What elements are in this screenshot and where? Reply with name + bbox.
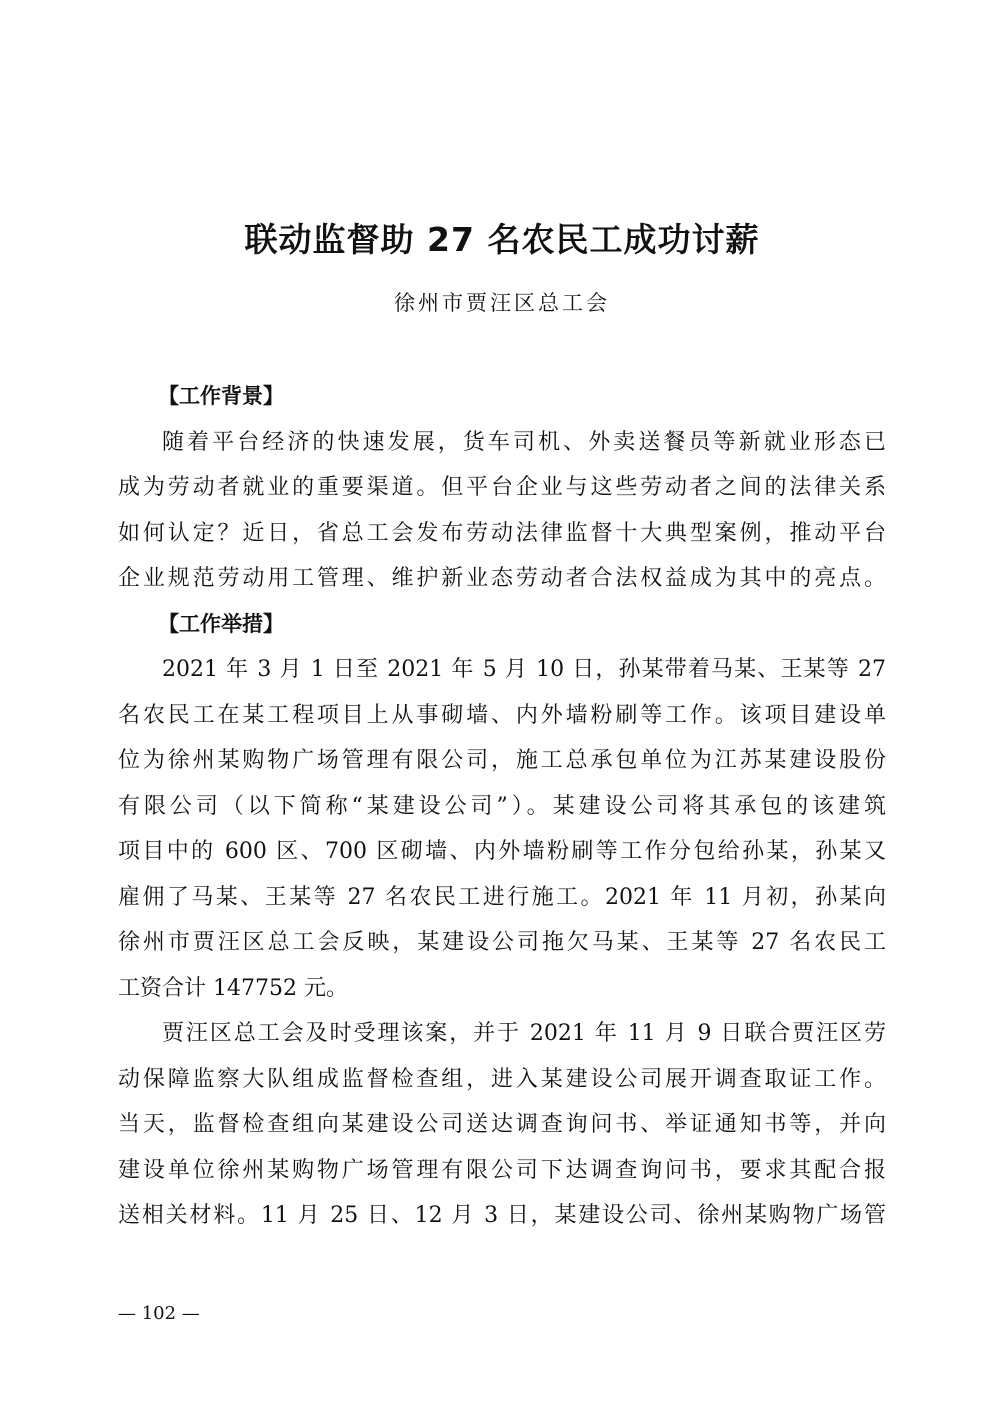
- text-line: 如何认定？近日，省总工会发布劳动法律监督十大典型案例，推动平台: [118, 520, 886, 546]
- text-line: 随着平台经济的快速发展，货车司机、外卖送餐员等新就业形态已: [162, 429, 886, 455]
- text-line: 雇佣了马某、王某等 27 名农民工进行施工。2021 年 11 月初，孙某向: [118, 884, 886, 910]
- text-line: 动保障监察大队组成监督检查组，进入某建设公司展开调查取证工作。: [118, 1066, 886, 1092]
- section-heading-measures: 【工作举措】: [158, 611, 284, 636]
- paragraph-measures-2: [118, 1011, 886, 1239]
- section-heading-background: 【工作背景】: [158, 384, 284, 408]
- text-line: 工资合计 147752 元。: [118, 975, 348, 1001]
- text-line: 名农民工在某工程项目上从事砌墙、内外墙粉刷等工作。该项目建设单: [118, 702, 886, 728]
- text-line: 贾汪区总工会及时受理该案，并于 2021 年 11 月 9 日联合贾汪区劳: [162, 1021, 886, 1046]
- page-number: — 102 —: [118, 1303, 200, 1324]
- text-line: 送相关材料。11 月 25 日、12 月 3 日，某建设公司、徐州某购物广场管: [118, 1203, 886, 1228]
- text-line: 位为徐州某购物广场管理有限公司，施工总承包单位为江苏某建设股份: [118, 748, 886, 773]
- paragraph-measures-1: [118, 647, 886, 1011]
- text-line: 企业规范劳动用工管理、维护新业态劳动者合法权益成为其中的亮点。: [118, 566, 886, 591]
- text-line: 有限公司（以下简称“某建设公司”）。某建设公司将其承包的该建筑: [118, 793, 886, 819]
- text-line: 成为劳动者就业的重要渠道。但平台企业与这些劳动者之间的法律关系: [118, 475, 886, 500]
- article-title: 联动监督助 27 名农民工成功讨薪: [244, 220, 760, 259]
- article-author: 徐州市贾汪区总工会: [394, 291, 610, 315]
- text-line: 徐州市贾汪区总工会反映，某建设公司拖欠马某、王某等 27 名农民工: [118, 930, 886, 955]
- article-body: [118, 374, 886, 1239]
- paragraph-background: [118, 420, 886, 602]
- text-line: 建设单位徐州某购物广场管理有限公司下达调查询问书，要求其配合报: [118, 1157, 886, 1183]
- text-line: 当天，监督检查组向某建设公司送达调查询问书、举证通知书等，并向: [118, 1112, 886, 1137]
- text-line: 项目中的 600 区、700 区砌墙、内外墙粉刷等工作分包给孙某，孙某又: [118, 839, 886, 864]
- text-line: 2021 年 3 月 1 日至 2021 年 5 月 10 日，孙某带着马某、王某等 27: [162, 657, 886, 682]
